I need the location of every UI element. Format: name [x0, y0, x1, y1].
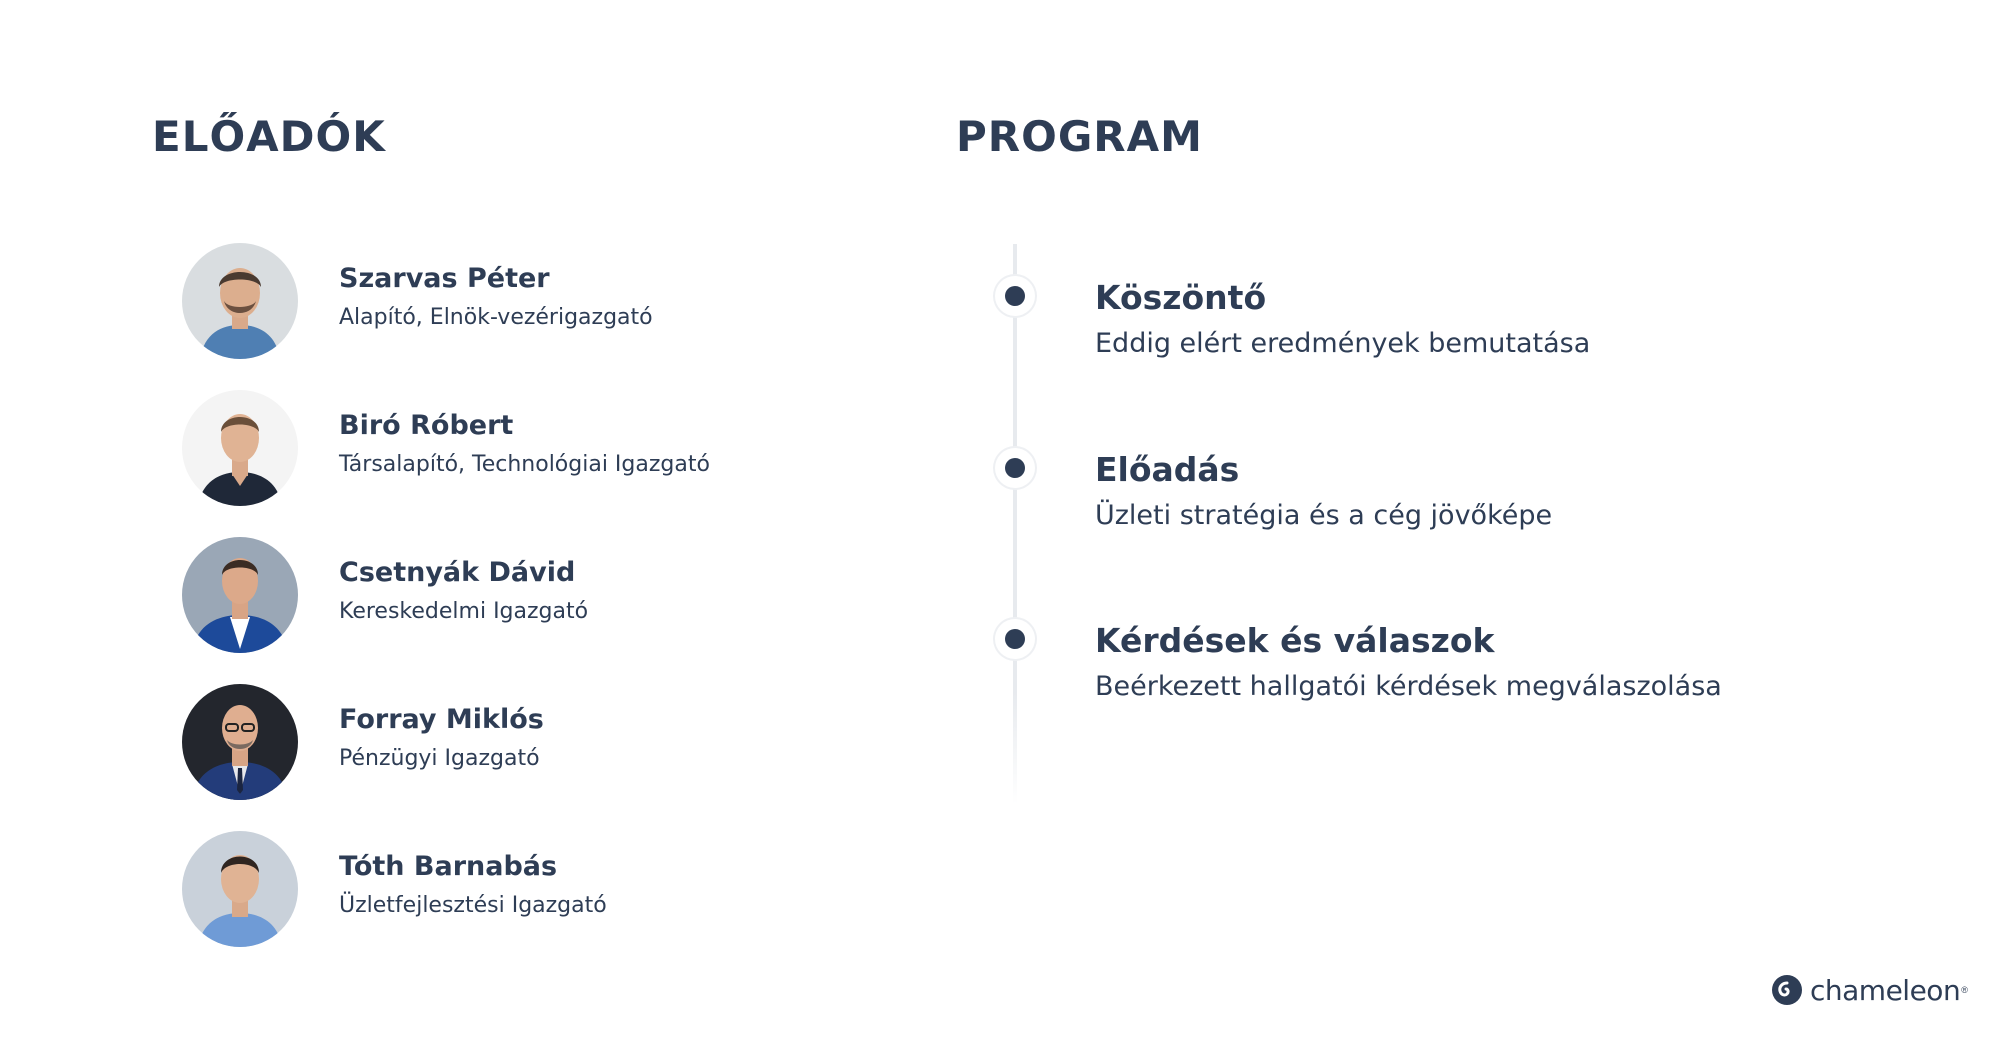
speaker-photo: [182, 831, 298, 947]
speaker-photo: [182, 537, 298, 653]
speaker-photo: [182, 390, 298, 506]
speaker-item: [182, 831, 902, 947]
speakers-heading: ELŐADÓK: [152, 112, 386, 161]
agenda-item-title: Előadás: [1095, 450, 1240, 489]
chameleon-logo-icon: [1770, 973, 1804, 1007]
speaker-name: Tóth Barnabás: [339, 851, 558, 882]
program-heading: PROGRAM: [956, 112, 1203, 161]
speaker-role: Üzletfejlesztési Igazgató: [339, 893, 607, 918]
timeline-line: [1013, 244, 1017, 804]
speaker-role: Alapító, Elnök-vezérigazgató: [339, 305, 653, 330]
agenda-item-description: Beérkezett hallgatói kérdések megválaszolása: [1095, 671, 1722, 702]
speaker-name: Forray Miklós: [339, 704, 544, 735]
speaker-name: Csetnyák Dávid: [339, 557, 576, 588]
speaker-role: Pénzügyi Igazgató: [339, 746, 540, 771]
logo-registered-mark: ®: [1961, 985, 1968, 995]
agenda-item-description: Üzleti stratégia és a cég jövőképe: [1095, 500, 1553, 531]
speaker-photo: [182, 243, 298, 359]
speaker-role: Kereskedelmi Igazgató: [339, 599, 589, 624]
timeline-dot-icon: [995, 448, 1035, 488]
logo-text: chameleon: [1810, 973, 1961, 1007]
agenda-item-title: Köszöntő: [1095, 278, 1267, 317]
agenda-item-title: Kérdések és válaszok: [1095, 621, 1495, 660]
speaker-photo: [182, 684, 298, 800]
timeline-dot-icon: [995, 619, 1035, 659]
timeline-dot-icon: [995, 276, 1035, 316]
speaker-name: Szarvas Péter: [339, 263, 550, 294]
agenda-item-description: Eddig elért eredmények bemutatása: [1095, 328, 1591, 359]
speaker-item: [182, 243, 902, 359]
speaker-item: [182, 390, 902, 506]
speaker-name: Biró Róbert: [339, 410, 514, 441]
speaker-item: [182, 684, 902, 800]
speaker-role: Társalapító, Technológiai Igazgató: [339, 452, 710, 477]
chameleon-logo: [1770, 970, 1968, 1010]
speaker-item: [182, 537, 902, 653]
